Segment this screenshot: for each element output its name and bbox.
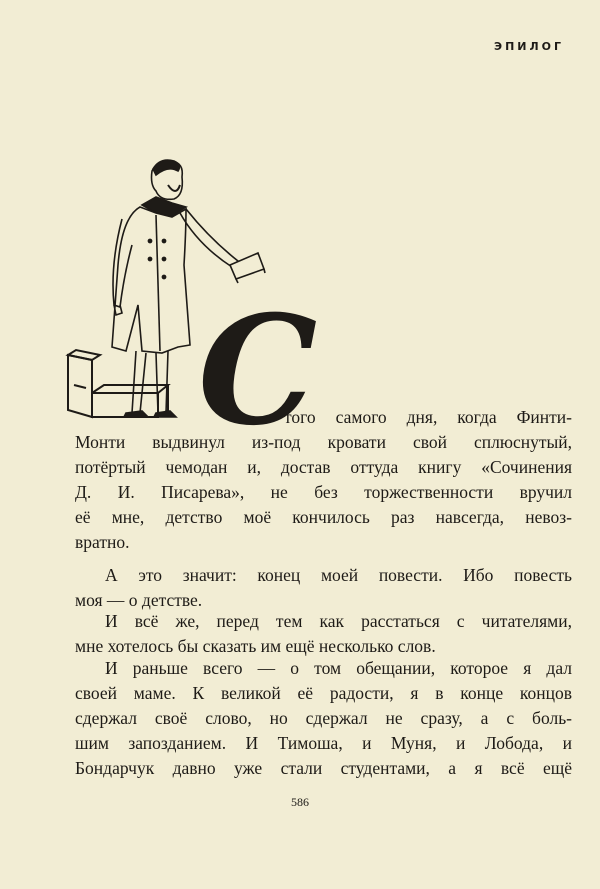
text-line: мне хотелось бы сказать им ещё несколько слов. — [75, 636, 436, 656]
text-line: шим запозданием. И Тимоша, и Муня, и Лобода, и — [75, 733, 572, 753]
drop-cap-letter: С — [198, 283, 318, 459]
text-line: того самого дня, когда Финти- — [284, 407, 572, 427]
paragraph-2 — [75, 563, 572, 613]
text-line: своей маме. К великой её радости, я в конце концов — [75, 683, 572, 703]
text-line: потёртый чемодан и, достав оттуда книгу «Сочинения — [75, 457, 572, 477]
paragraph-1 — [75, 405, 572, 555]
paragraph-4 — [75, 656, 572, 781]
text-line: Монти выдвинул из-под кровати свой сплюснутый, — [75, 432, 572, 452]
drop-cap-illustration — [60, 155, 318, 459]
text-line: И всё же, перед тем как расстаться с читателями, — [105, 611, 572, 631]
text-line: моя — о детстве. — [75, 590, 203, 610]
page-number: 586 — [291, 795, 309, 809]
text-line: И раньше всего — о том обещании, которое я дал — [105, 658, 572, 678]
text-line: сдержал своё слово, но сдержал не сразу, а с боль- — [75, 708, 572, 728]
text-line: её мне, детство моё кончилось раз навсегда, невоз- — [75, 507, 572, 527]
running-head: ЭПИЛОГ — [494, 40, 564, 53]
text-line: вратно. — [75, 532, 130, 552]
paragraph-3 — [75, 609, 572, 659]
text-line: А это значит: конец моей повести. Ибо повесть — [105, 565, 572, 585]
text-line: Д. И. Писарева», не без торжественности вручил — [75, 482, 572, 502]
text-line: Бондарчук давно уже стали студентами, а я всё ещё — [75, 758, 572, 778]
